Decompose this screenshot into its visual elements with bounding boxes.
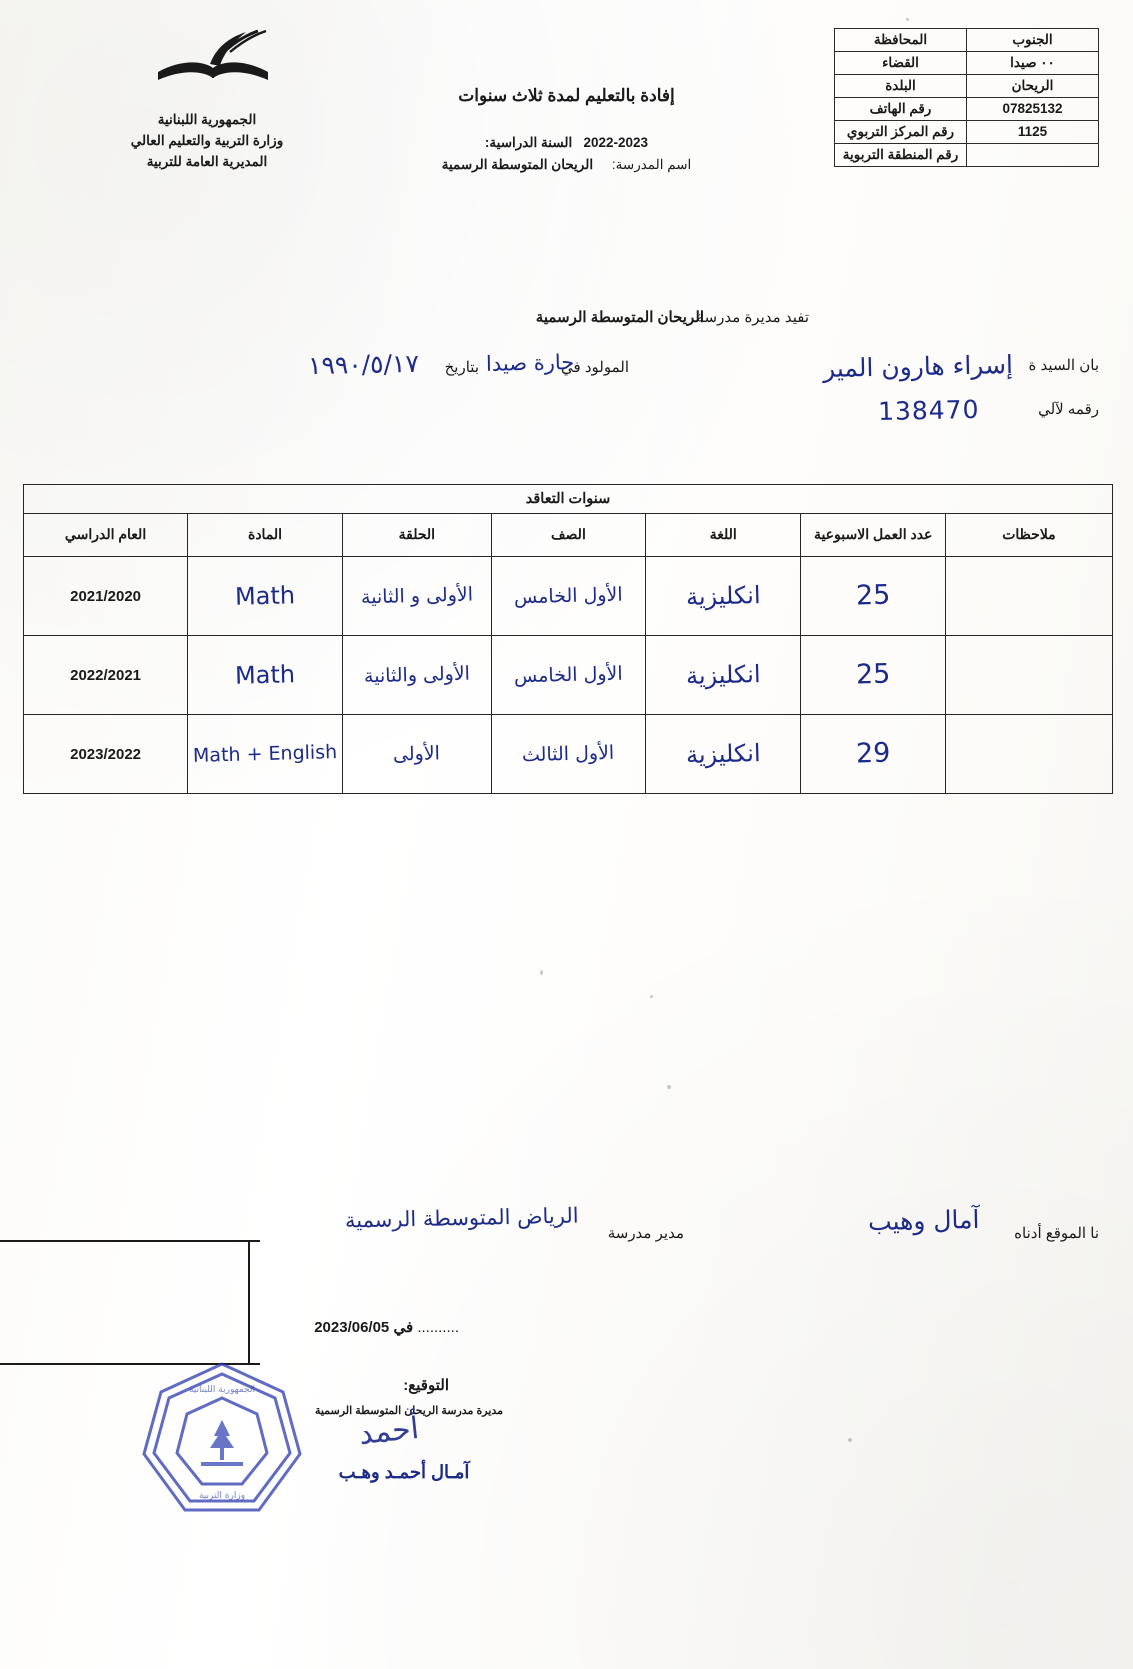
- handwritten-subject: Math + English: [192, 740, 338, 767]
- paper-speck: [906, 18, 909, 21]
- intro-line1-label: تفيد مديرة مدرسة: [696, 309, 809, 326]
- table-row: [835, 52, 1099, 75]
- header-info-label: رقم الهاتف: [835, 98, 967, 121]
- intro-born-label: المولود في: [561, 359, 629, 376]
- official-school-stamp-icon: [135, 1358, 310, 1523]
- handwritten-birth-date: ١٩٩٠/٥/١٧: [307, 348, 420, 381]
- column-header-hours: عدد العمل الاسبوعية: [801, 514, 945, 557]
- header-info-label: البلدة: [835, 75, 967, 98]
- table-caption-row: [24, 485, 1113, 514]
- school-year-row: [0, 132, 1133, 154]
- table-head: [24, 485, 1113, 557]
- cell-language: [646, 636, 801, 715]
- handwritten-subject: Math: [234, 581, 296, 611]
- handwritten-language: انكليزية: [685, 659, 761, 690]
- table-row: [835, 29, 1099, 52]
- signature-label: التوقيع:: [403, 1377, 449, 1394]
- paper-speck: [667, 1085, 671, 1089]
- ministry-line: الجمهورية اللبنانية: [157, 112, 257, 127]
- cell-grade: [491, 715, 645, 794]
- header-info-value: الجنوب: [967, 29, 1099, 52]
- paper-speck: [540, 970, 543, 975]
- header-info-label: القضاء: [835, 52, 967, 75]
- corner-frame-lines: [0, 1240, 260, 1365]
- school-name-label: اسم المدرسة:: [611, 157, 692, 173]
- handwritten-hours: 25: [855, 658, 891, 691]
- cell-language: [646, 715, 801, 794]
- intro-line2-label: بان السيد ة: [1028, 357, 1099, 374]
- handwritten-hours: 29: [855, 737, 891, 770]
- handwritten-language: انكليزية: [685, 580, 761, 611]
- table-body: [24, 557, 1113, 794]
- paper-speck: [848, 1438, 852, 1442]
- cell-subject: [188, 557, 343, 636]
- school-year-value: 2022-2023: [583, 135, 649, 150]
- handwritten-undersigned-name: آمال وهيب: [867, 1204, 980, 1237]
- document-meta: [0, 132, 1133, 177]
- cell-year: 2023/2022: [24, 715, 188, 794]
- header-info-value: الريحان: [967, 75, 1099, 98]
- handwritten-hours: 25: [855, 579, 891, 612]
- paper-speck: [650, 995, 653, 998]
- school-name-value: الريحان المتوسطة الرسمية: [441, 157, 594, 173]
- handwritten-subject: Math: [234, 660, 296, 690]
- handwritten-school-name: الرياض المتوسطة الرسمية: [345, 1203, 580, 1233]
- column-header-grade: الصف: [491, 514, 645, 557]
- contract-years-table: [23, 484, 1113, 794]
- handwritten-person-name: إسراء هارون المير: [822, 350, 1014, 383]
- table-row: [24, 557, 1113, 636]
- handwritten-grade: الأول الخامس: [513, 583, 624, 608]
- table-row: [24, 636, 1113, 715]
- document-title: إفادة بالتعليم لمدة ثلاث سنوات: [458, 86, 675, 105]
- lebanon-open-book-logo-icon: [150, 22, 280, 92]
- header-info-label: رقم المنطقة التربوية: [835, 144, 967, 167]
- handwritten-birth-place: حارة صيدا: [485, 350, 575, 376]
- column-header-language: اللغة: [646, 514, 801, 557]
- page-title: [0, 86, 1133, 106]
- cell-grade: [491, 557, 645, 636]
- ministry-line: وزارة التربية والتعليم العالي: [130, 132, 284, 148]
- footer-date: [314, 1318, 459, 1336]
- cell-cycle: [342, 715, 491, 794]
- date-label: في: [393, 1319, 414, 1336]
- cell-grade: [491, 636, 645, 715]
- school-name-row: [0, 154, 1133, 176]
- cell-cycle: [342, 636, 491, 715]
- cell-hours: [801, 557, 945, 636]
- cell-subject: [188, 715, 343, 794]
- cell-subject: [188, 636, 343, 715]
- principal-title: مديرة مدرسة الريحان المتوسطة الرسمية: [314, 1405, 504, 1417]
- header-info-value: ٠٠ صيدا: [967, 52, 1099, 75]
- intro-block: [34, 296, 1099, 434]
- principal-name: آمـال أحمـد وهـب: [338, 1462, 470, 1482]
- handwritten-cycle: الأولى والثانية: [363, 662, 471, 687]
- table-row: [24, 715, 1113, 794]
- handwritten-cycle: الأولى: [393, 741, 441, 766]
- cell-year: 2022/2021: [24, 636, 188, 715]
- intro-registry-label: رقمه لآلي: [1038, 401, 1099, 418]
- cell-notes: [945, 715, 1112, 794]
- handwritten-registry-number: 138470: [877, 394, 980, 427]
- intro-line-3: [34, 388, 1099, 434]
- cell-language: [646, 557, 801, 636]
- table-header-row: [24, 514, 1113, 557]
- intro-line1-school: الريحان المتوسطة الرسمية: [535, 309, 704, 326]
- table-caption: سنوات التعاقد: [24, 485, 1113, 514]
- handwritten-language: انكليزية: [685, 738, 761, 769]
- cell-notes: [945, 557, 1112, 636]
- cell-hours: [801, 636, 945, 715]
- cell-notes: [945, 636, 1112, 715]
- director-of-label: مدير مدرسة: [607, 1225, 684, 1242]
- handwritten-grade: الأول الخامس: [513, 662, 624, 687]
- handwritten-signature: أحمد: [357, 1410, 421, 1453]
- column-header-year: العام الدراسي: [24, 514, 188, 557]
- column-header-notes: ملاحظات: [945, 514, 1112, 557]
- date-value: 2023/06/05: [314, 1319, 390, 1336]
- date-dots: ..........: [417, 1319, 459, 1336]
- handwritten-grade: الأول الثالث: [522, 741, 615, 766]
- column-header-subject: المادة: [188, 514, 343, 557]
- handwritten-cycle: الأولى و الثانية: [360, 583, 474, 608]
- undersigned-label: نا الموقع أدناه: [1014, 1225, 1099, 1242]
- header-info-value: 1125: [967, 121, 1099, 144]
- intro-date-label: بتاريخ: [444, 359, 479, 376]
- header-info-label: رقم المركز التربوي: [835, 121, 967, 144]
- cell-hours: [801, 715, 945, 794]
- column-header-cycle: الحلقة: [342, 514, 491, 557]
- school-year-label: السنة الدراسية:: [484, 135, 573, 150]
- ministry-line: المديرية العامة للتربية: [146, 153, 268, 169]
- header-info-value: 07825132: [967, 98, 1099, 121]
- cell-year: 2021/2020: [24, 557, 188, 636]
- svg-text:الجمهورية اللبنانية: الجمهورية اللبنانية: [188, 1385, 256, 1395]
- svg-text:وزارة التربية: وزارة التربية: [198, 1491, 246, 1501]
- cell-cycle: [342, 557, 491, 636]
- header-info-label: المحافظة: [835, 29, 967, 52]
